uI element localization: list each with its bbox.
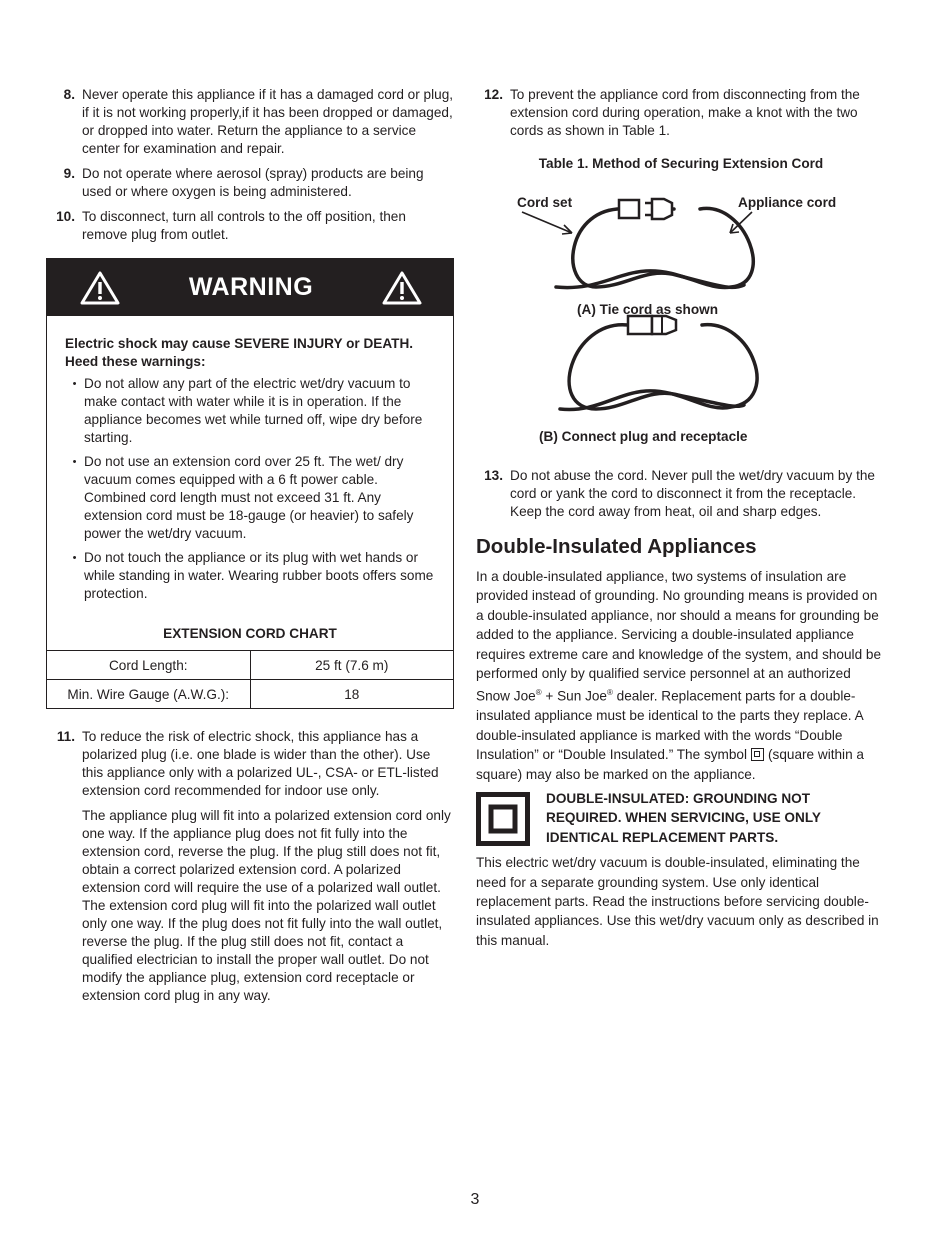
- list-item-8: [48, 86, 454, 158]
- bullet-text: Do not touch the appliance or its plug with wet hands or while standing in water. Wearing rubber boots offers some protection.: [84, 550, 434, 601]
- item-paragraph: To reduce the risk of electric shock, this appliance has a polarized plug (i.e. one blade is wider than the other). Use this appliance only with a polarized UL-, CSA- or ETL-listed extension cord recommended for indoor use only.: [82, 729, 439, 798]
- warning-title: WARNING: [188, 273, 314, 301]
- item-text: Do not abuse the cord. Never pull the wet/dry vacuum by the cord or yank the cord to disconnect it from the receptacle. Keep the cord away from heat, oil and sharp edges.: [510, 468, 875, 519]
- table-cell-label: Cord Length:: [47, 651, 250, 680]
- para-text: + Sun Joe: [541, 688, 607, 704]
- item-text: Do not operate where aerosol (spray) products are being used or where oxygen is being administered.: [82, 166, 424, 199]
- table-cell-value: 25 ft (7.6 m): [250, 651, 453, 680]
- item-text: To prevent the appliance cord from disconnecting from the extension cord during operation, make a knot with the two cords as shown in Table 1.: [510, 87, 860, 138]
- caption-b: (B) Connect plug and receptacle: [539, 429, 748, 444]
- table-cell-value: 18: [250, 680, 453, 709]
- right-column: [476, 86, 886, 950]
- list-item-12: [476, 86, 886, 140]
- warning-box: [46, 258, 454, 709]
- extension-cord-table: [47, 650, 453, 708]
- left-column: [48, 86, 454, 1012]
- item-number: 11.: [56, 729, 75, 744]
- para-text: In a double-insulated appliance, two systems of insulation are provided instead of grounding. No grounding means is provided on a double-insulated appliance, nor should a means for grounding be added to the appliance. Servicing a double-insulated appliance requires extreme care and knowledge of the system, and should be performed only by qualified service personnel at an authorized Snow Joe: [476, 569, 882, 704]
- warning-triangle-icon: [79, 270, 121, 306]
- caption-a: (A) Tie cord as shown: [577, 302, 718, 317]
- double-insulated-icon: [476, 792, 530, 846]
- bullet-text: Do not use an extension cord over 25 ft. The wet/ dry vacuum comes equipped with a 6 ft power cable. Combined cord length must not exceed 31 ft. Any extension cord must be 18-gauge (or heavier) to safely power the wet/dry vacuum.: [84, 454, 414, 541]
- table-row: [47, 651, 453, 680]
- list-item-13: [476, 467, 886, 521]
- table-cell-label: Min. Wire Gauge (A.W.G.):: [47, 680, 250, 709]
- double-insulated-notice: [476, 792, 886, 847]
- page-number: 3: [470, 1191, 480, 1208]
- warning-triangle-icon: [381, 270, 423, 306]
- cord-diagram-icon: [476, 187, 886, 447]
- closing-paragraph: This electric wet/dry vacuum is double-insulated, eliminating the need for a separate grounding system. Use only identical replacement parts. Read the instructions before servicing double-insulated appliances. Use this wet/dry vacuum only as described in this manual.: [476, 855, 879, 948]
- bullet-text: Do not allow any part of the electric wet/dry vacuum to make contact with water while it is in operation. If the appliance becomes wet while turned off, wipe dry before starting.: [84, 376, 423, 445]
- bullet-dot: •: [72, 378, 77, 390]
- warning-body: [47, 316, 453, 603]
- section-heading: Double-Insulated Appliances: [476, 535, 757, 558]
- double-insulated-paragraph: [476, 567, 886, 784]
- list-item-11: [48, 728, 454, 1005]
- bullet-dot: •: [72, 552, 77, 564]
- double-square-icon: [751, 748, 764, 761]
- cord-knot-figure: [476, 187, 886, 467]
- registered-mark: ®: [606, 688, 613, 698]
- item-paragraph: The appliance plug will fit into a polarized extension cord only one way. If the appliance plug does not fit fully into the extension cord, reverse the plug. If the plug still does not fit, obtain a correct polarized extension cord. A polarized extension cord will require the use of a polarized wall outlet. The extension cord plug will fit into the polarized wall outlet only one way. If the plug does not fit fully into the wall outlet, reverse the plug. If the plug still does not fit, contact a qualified electrician to install the proper wall outlet. Do not modify the appliance plug, extension cord receptacle or extension cord plug in any way.: [82, 808, 451, 1003]
- table-row: [47, 680, 453, 709]
- cord-set-label: Cord set: [517, 195, 573, 210]
- list-item-9: [48, 165, 454, 201]
- appliance-cord-label: Appliance cord: [738, 195, 837, 210]
- item-text: Never operate this appliance if it has a damaged cord or plug, if it is not working properly,if it has been dropped or damaged, or dropped into water. Return the appliance to a service center for examination and repair.: [82, 87, 454, 156]
- bullet-dot: •: [72, 456, 77, 468]
- double-insulated-text: DOUBLE-INSULATED: GROUNDING NOT REQUIRED. WHEN SERVICING, USE ONLY IDENTICAL REPLACEMENT PARTS.: [546, 791, 821, 845]
- item-text: [82, 728, 454, 1005]
- item-number: 8.: [63, 87, 75, 102]
- registered-mark: ®: [535, 688, 542, 698]
- item-number: 10.: [56, 209, 75, 224]
- para-text: dealer. Replacement parts for a double-insulated appliance must be identical to the parts they replace. A double-insulated appliance is marked with the words “Double Insulation” or “Double Insulated.” The symbol: [476, 688, 863, 763]
- warning-header: [47, 259, 453, 316]
- item-text: To disconnect, turn all controls to the off position, then remove plug from outlet.: [82, 209, 406, 242]
- item-number: 12.: [484, 87, 503, 102]
- extension-cord-chart-title: EXTENSION CORD CHART: [163, 626, 337, 641]
- list-item-10: [48, 208, 454, 244]
- item-number: 13.: [484, 468, 503, 483]
- para-text: (square within a square) may also be marked on the appliance.: [476, 747, 864, 782]
- warning-bullet: [65, 453, 437, 543]
- warning-lead: Electric shock may cause SEVERE INJURY or DEATH. Heed these warnings:: [65, 336, 414, 369]
- warning-bullet: [65, 375, 437, 447]
- item-number: 9.: [63, 166, 75, 181]
- warning-bullet: [65, 549, 437, 603]
- table-title: Table 1. Method of Securing Extension Cord: [538, 156, 824, 171]
